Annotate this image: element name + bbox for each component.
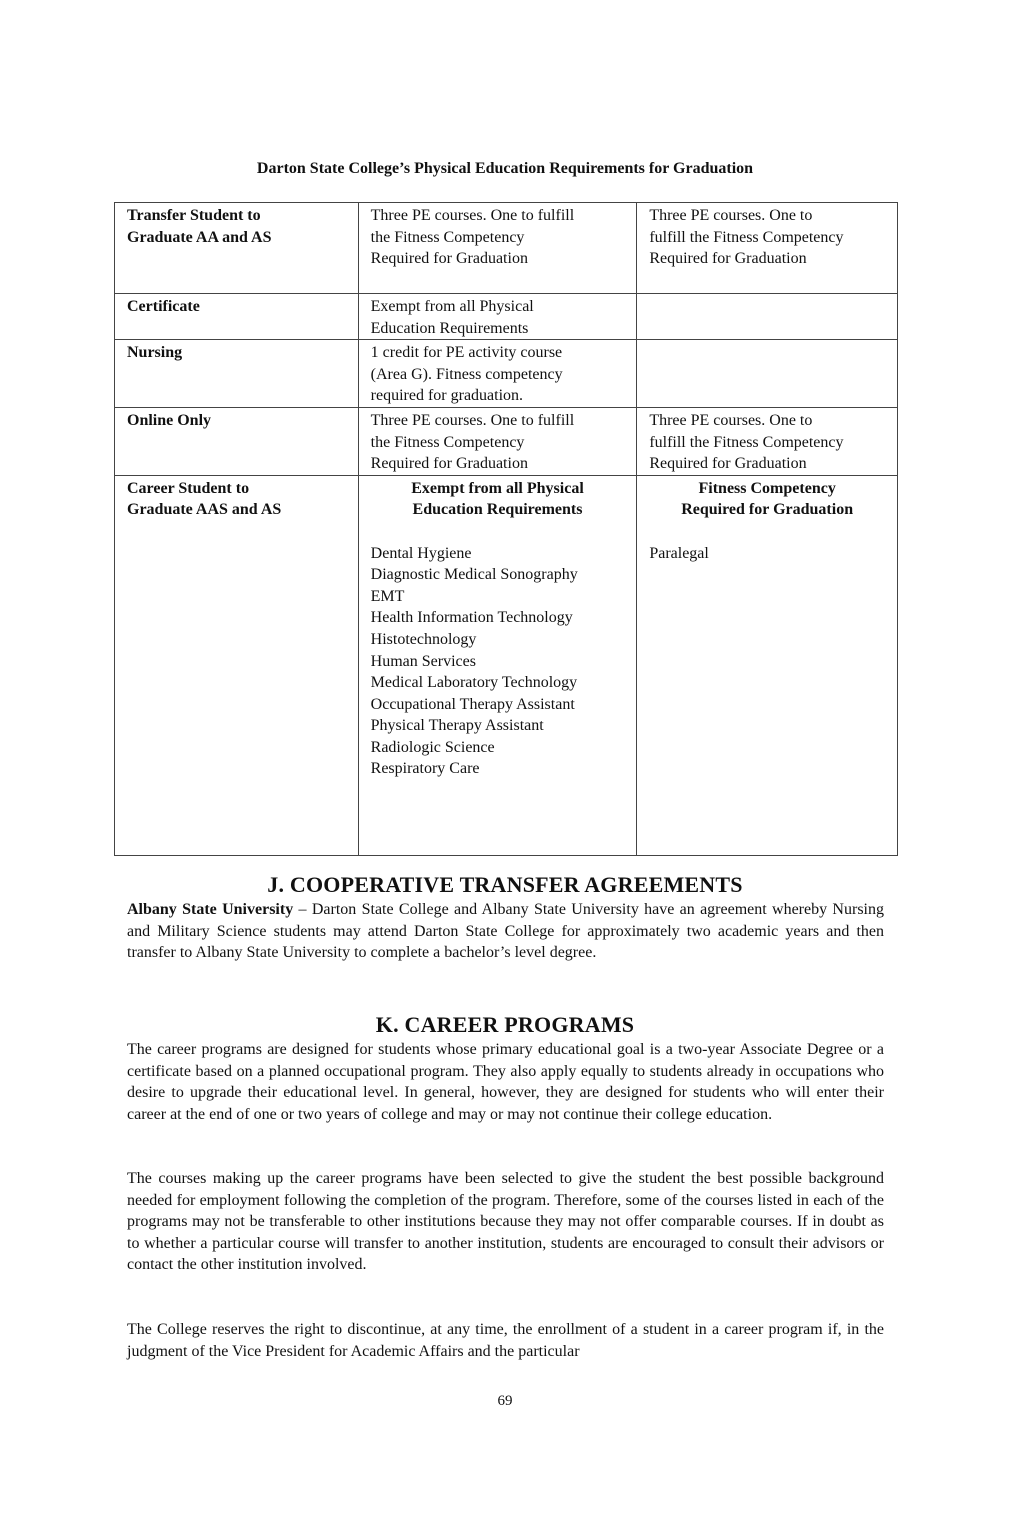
table-row xyxy=(115,340,898,408)
column-heading: Required for Graduation xyxy=(681,501,854,519)
table-row xyxy=(115,203,898,294)
cell-line: fulfill the Fitness Competency xyxy=(649,433,844,451)
cell-line: Required for Graduation xyxy=(370,455,528,473)
cell-line: the Fitness Competency xyxy=(370,228,525,246)
row-label-line: Transfer Student to xyxy=(127,207,261,224)
row-label-line: Graduate AAS and AS xyxy=(127,501,282,519)
empty-cell xyxy=(637,294,898,340)
section-j-text: – Darton State College and Albany State University have an agreement whereby Nursing and Military Science students may attend Darton State College for approximately two academic years and then transfer to Albany State University to complete a bachelor’s level degree. xyxy=(127,901,884,962)
row-label-line: Nursing xyxy=(127,344,183,362)
row-label-line: Career Student to xyxy=(127,479,250,497)
cell-line: Three PE courses. One to xyxy=(649,411,813,429)
list-item: Histotechnology xyxy=(370,630,477,648)
list-item: EMT xyxy=(370,587,405,605)
section-k-paragraph: The College reserves the right to discontinue, at any time, the enrollment of a student in a career program if, in the judgment of the Vice President for Academic Affairs and the particular xyxy=(127,1321,884,1360)
list-item: Physical Therapy Assistant xyxy=(370,717,544,735)
section-k-paragraph: The career programs are designed for students whose primary educational goal is a two-year Associate Degree or a certificate based on a planned occupational program. They also apply equally to students already in occupations who desire to upgrade their educational level. In general, however, they are designed for students who will enter their career at the end of one or two years of college and may or may not continue their college education. xyxy=(127,1041,884,1123)
requirement-cell xyxy=(637,203,898,294)
requirement-cell xyxy=(358,475,637,855)
requirement-cell xyxy=(358,407,637,475)
list-item: Health Information Technology xyxy=(370,609,573,627)
row-label-cell xyxy=(115,475,359,855)
list-item: Medical Laboratory Technology xyxy=(370,674,578,692)
requirement-cell xyxy=(358,340,637,408)
list-item: Dental Hygiene xyxy=(370,544,472,562)
section-j-paragraph xyxy=(127,899,884,964)
list-item: Radiologic Science xyxy=(370,738,495,756)
cell-line: fulfill the Fitness Competency xyxy=(649,228,844,246)
list-item: Paralegal xyxy=(649,544,709,562)
table-row xyxy=(115,407,898,475)
cell-line: (Area G). Fitness competency xyxy=(370,365,563,383)
cell-line: Required for Graduation xyxy=(370,250,528,268)
cell-line: Three PE courses. One to fulfill xyxy=(370,207,575,224)
requirement-cell xyxy=(637,475,898,855)
cell-line: Education Requirements xyxy=(370,319,529,337)
empty-cell xyxy=(637,340,898,408)
row-label-cell xyxy=(115,340,359,408)
column-heading: Education Requirements xyxy=(412,501,583,519)
cell-line: the Fitness Competency xyxy=(370,433,525,451)
requirement-cell xyxy=(358,294,637,340)
row-label-cell xyxy=(115,407,359,475)
page-number: 69 xyxy=(497,1393,513,1409)
list-item: Human Services xyxy=(370,652,476,670)
cell-line: Three PE courses. One to fulfill xyxy=(370,411,575,429)
cell-line: Required for Graduation xyxy=(649,455,807,473)
list-item: Occupational Therapy Assistant xyxy=(370,695,575,713)
cell-line: Three PE courses. One to xyxy=(649,207,813,224)
pe-requirements-table xyxy=(114,202,898,856)
table-row xyxy=(115,294,898,340)
cell-line: required for graduation. xyxy=(370,387,524,405)
cell-line: Required for Graduation xyxy=(649,250,807,268)
column-heading: Fitness Competency xyxy=(698,479,836,497)
row-label-line: Certificate xyxy=(127,298,200,315)
column-heading: Exempt from all Physical xyxy=(411,479,584,497)
section-k-paragraph: The courses making up the career programs have been selected to give the student the best possible background needed for employment following the completion of the program. Therefore, some of the courses listed in each of the programs may not be transferable to other institutions because they may not offer comparable courses. If in doubt as to whether a particular course will transfer to another institution, students are encouraged to consult their advisors or contact the other institution involved. xyxy=(127,1170,884,1274)
fitness-program-list xyxy=(649,543,885,565)
requirement-cell xyxy=(358,203,637,294)
cell-line: 1 credit for PE activity course xyxy=(370,344,563,362)
row-label-line: Graduate AA and AS xyxy=(127,228,272,246)
row-label-line: Online Only xyxy=(127,411,212,429)
exempt-program-list xyxy=(371,543,625,781)
section-j-lead: Albany State University xyxy=(127,901,294,918)
section-k-heading: K. CAREER PROGRAMS xyxy=(375,1012,635,1037)
list-item: Respiratory Care xyxy=(370,760,480,778)
cell-line: Exempt from all Physical xyxy=(370,298,534,315)
list-item: Diagnostic Medical Sonography xyxy=(370,566,578,584)
row-label-cell xyxy=(115,203,359,294)
table-row xyxy=(115,475,898,855)
row-label-cell xyxy=(115,294,359,340)
section-j-heading: J. COOPERATIVE TRANSFER AGREEMENTS xyxy=(267,872,743,897)
requirement-cell xyxy=(637,407,898,475)
table-title: Darton State College’s Physical Education Requirements for Graduation xyxy=(256,160,754,177)
